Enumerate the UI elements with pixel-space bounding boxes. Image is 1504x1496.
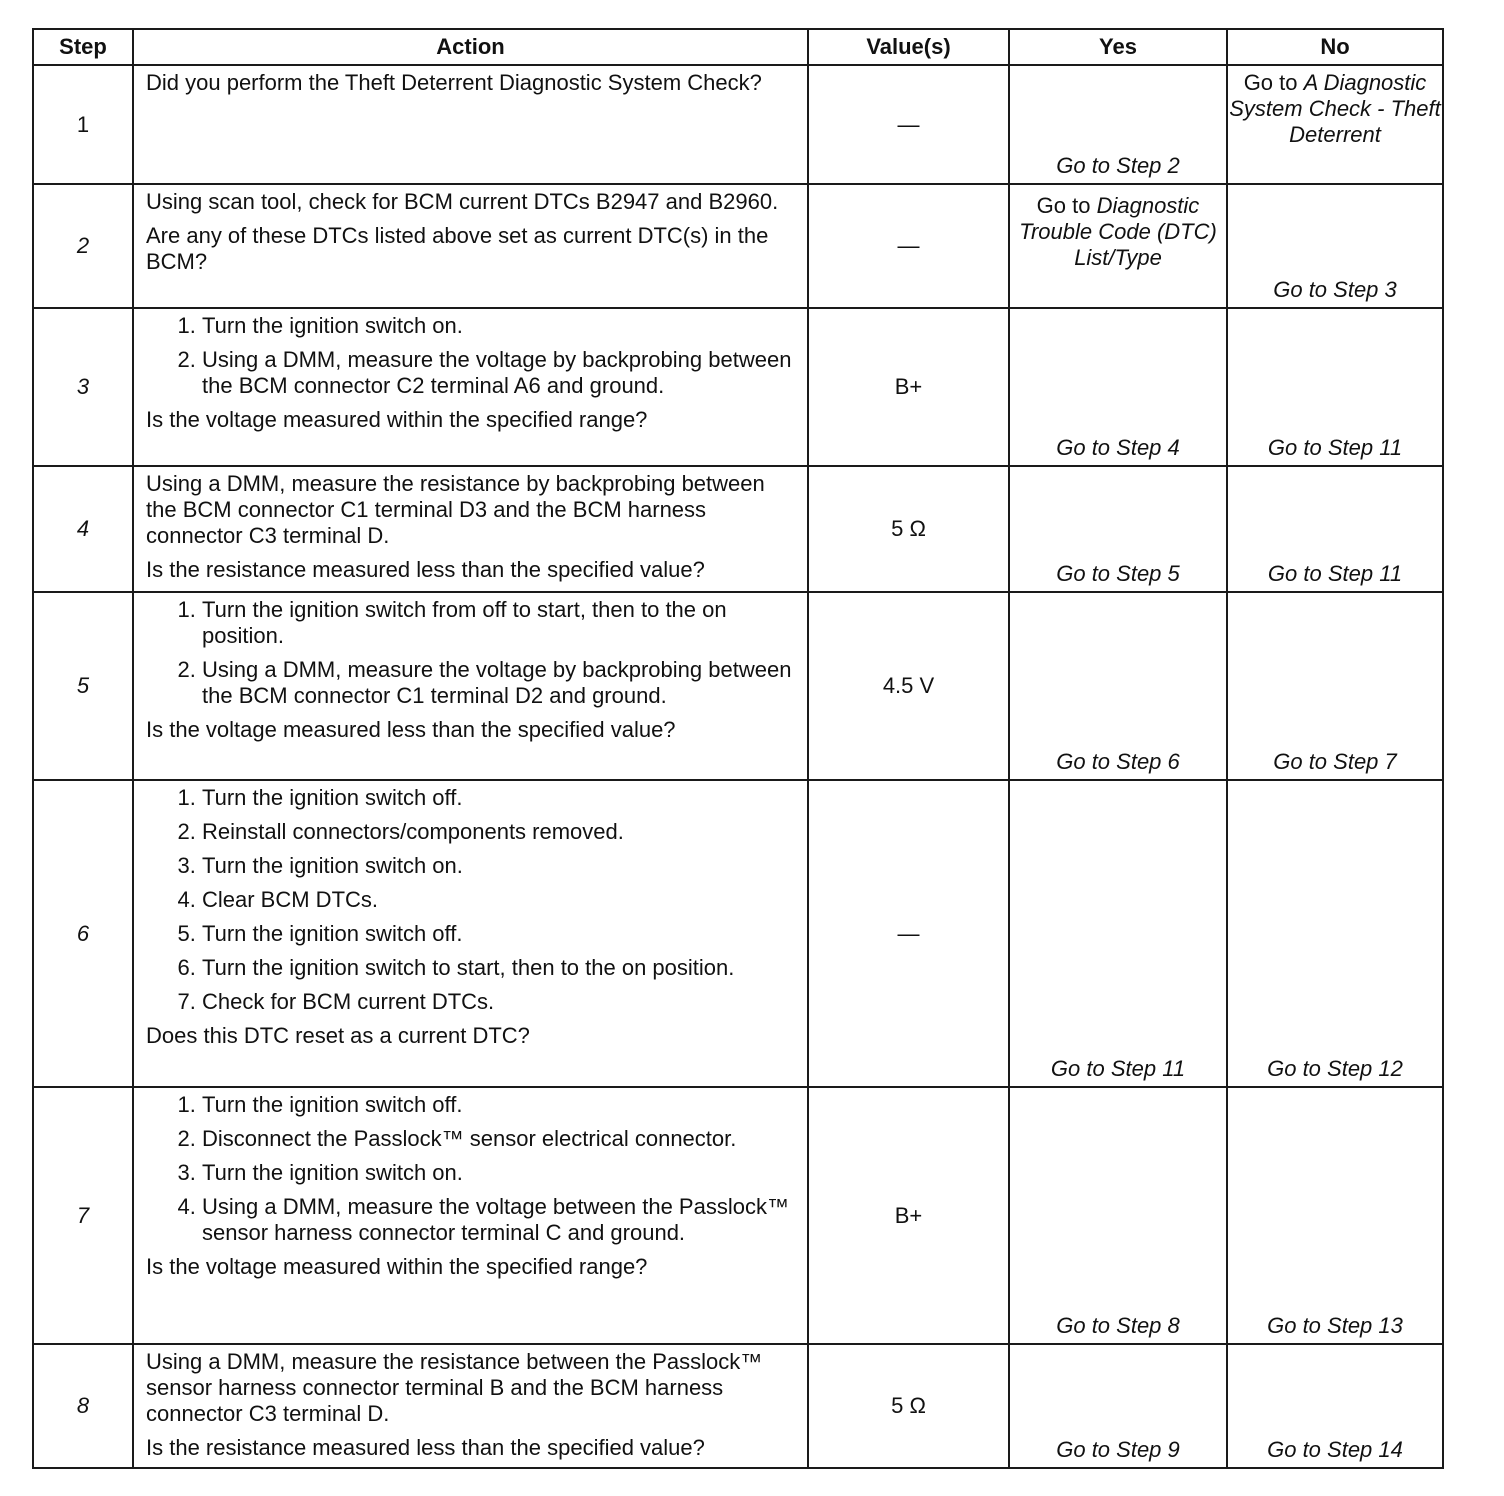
action-text: Using a DMM, measure the resistance between the Passlock™ sensor harness connector terminal B and the BCM harness connector C3 terminal D. bbox=[146, 1349, 763, 1426]
action-cell bbox=[133, 308, 808, 466]
no-text: Go to Step 11 bbox=[1267, 435, 1403, 460]
list-item: 2. Using a DMM, measure the voltage by backprobing between the BCM connector C2 terminal A6 and ground. bbox=[202, 347, 795, 399]
value-cell: — bbox=[808, 780, 1009, 1087]
table-body bbox=[33, 65, 1443, 1468]
action-steps-list bbox=[146, 597, 795, 709]
list-item: 3. Turn the ignition switch on. bbox=[202, 1160, 795, 1186]
no-text: Go to Step 7 bbox=[1273, 749, 1397, 774]
step-cell bbox=[33, 592, 133, 780]
list-item: 7. Check for BCM current DTCs. bbox=[202, 989, 795, 1015]
diagnostic-table bbox=[32, 28, 1444, 1469]
step-number: 2 bbox=[76, 233, 90, 258]
header-step: Step bbox=[33, 29, 133, 65]
yes-prefix: Go to bbox=[1036, 193, 1097, 218]
no-cell bbox=[1227, 65, 1443, 184]
table-row bbox=[33, 184, 1443, 308]
step-cell bbox=[33, 780, 133, 1087]
step-cell bbox=[33, 184, 133, 308]
step-cell bbox=[33, 1344, 133, 1468]
step-number: 6 bbox=[76, 920, 90, 946]
list-item: 6. Turn the ignition switch to start, then to the on position. bbox=[202, 955, 795, 981]
yes-cell bbox=[1009, 184, 1227, 308]
yes-text: Go to Step 4 bbox=[1056, 435, 1180, 460]
step-number: 4 bbox=[76, 516, 90, 541]
yes-cell bbox=[1009, 308, 1227, 466]
table-row bbox=[33, 466, 1443, 592]
no-cell bbox=[1227, 592, 1443, 780]
yes-link: Diagnostic Trouble Code (DTC) List/Type bbox=[1019, 193, 1217, 270]
header-yes: Yes bbox=[1009, 29, 1227, 65]
step-cell bbox=[33, 65, 133, 184]
list-item: 1. Turn the ignition switch off. bbox=[202, 1092, 795, 1118]
action-cell bbox=[133, 65, 808, 184]
yes-text: Go to Step 2 bbox=[1056, 153, 1180, 178]
yes-cell bbox=[1009, 592, 1227, 780]
table-row bbox=[33, 592, 1443, 780]
no-text: Go to Step 14 bbox=[1267, 1437, 1403, 1462]
step-cell bbox=[33, 466, 133, 592]
header-values: Value(s) bbox=[808, 29, 1009, 65]
action-question: Is the voltage measured within the specified range? bbox=[146, 407, 648, 432]
header-action: Action bbox=[133, 29, 808, 65]
list-item: 4. Clear BCM DTCs. bbox=[202, 887, 795, 913]
no-link: A Diagnostic System Check - Theft Deterrent bbox=[1229, 70, 1441, 147]
step-number: 3 bbox=[76, 374, 90, 399]
step-number: 1 bbox=[76, 111, 90, 137]
yes-cell bbox=[1009, 1087, 1227, 1344]
action-question: Is the resistance measured less than the specified value? bbox=[146, 557, 705, 582]
list-item: 2. Using a DMM, measure the voltage by backprobing between the BCM connector C1 terminal D2 and ground. bbox=[202, 657, 795, 709]
action-steps-list bbox=[146, 1092, 795, 1246]
step-number: 8 bbox=[76, 1393, 90, 1418]
value-cell: 5 Ω bbox=[808, 466, 1009, 592]
no-prefix: Go to bbox=[1243, 70, 1304, 95]
table-row bbox=[33, 780, 1443, 1087]
no-text: Go to Step 13 bbox=[1267, 1313, 1403, 1338]
action-question: Is the voltage measured within the specified range? bbox=[146, 1254, 648, 1279]
yes-cell bbox=[1009, 1344, 1227, 1468]
action-steps-list bbox=[146, 313, 795, 399]
list-item: 2. Reinstall connectors/components removed. bbox=[202, 819, 795, 845]
no-text: Go to Step 3 bbox=[1273, 277, 1397, 302]
yes-cell bbox=[1009, 780, 1227, 1087]
step-cell bbox=[33, 1087, 133, 1344]
value-cell: B+ bbox=[808, 308, 1009, 466]
list-item: 5. Turn the ignition switch off. bbox=[202, 921, 795, 947]
list-item: 2. Disconnect the Passlock™ sensor electrical connector. bbox=[202, 1126, 795, 1152]
no-cell bbox=[1227, 1087, 1443, 1344]
action-text: Using scan tool, check for BCM current DTCs B2947 and B2960. bbox=[146, 189, 779, 214]
yes-text: Go to Step 6 bbox=[1056, 749, 1180, 774]
action-steps-list bbox=[146, 785, 795, 1015]
yes-text: Go to Step 8 bbox=[1056, 1313, 1180, 1338]
list-item: 1. Turn the ignition switch off. bbox=[202, 785, 795, 811]
yes-cell bbox=[1009, 65, 1227, 184]
action-cell bbox=[133, 1087, 808, 1344]
table-row bbox=[33, 308, 1443, 466]
action-text: Did you perform the Theft Deterrent Diagnostic System Check? bbox=[146, 70, 762, 95]
yes-text: Go to Step 5 bbox=[1056, 561, 1180, 586]
no-cell bbox=[1227, 308, 1443, 466]
table-row bbox=[33, 1087, 1443, 1344]
action-question: Are any of these DTCs listed above set as current DTC(s) in the BCM? bbox=[146, 223, 769, 274]
list-item: 1. Turn the ignition switch on. bbox=[202, 313, 795, 339]
no-cell bbox=[1227, 780, 1443, 1087]
action-cell bbox=[133, 184, 808, 308]
yes-cell bbox=[1009, 466, 1227, 592]
list-item: 3. Turn the ignition switch on. bbox=[202, 853, 795, 879]
step-cell bbox=[33, 308, 133, 466]
value-cell: 5 Ω bbox=[808, 1344, 1009, 1468]
step-number: 5 bbox=[76, 673, 90, 698]
action-cell bbox=[133, 592, 808, 780]
step-number: 7 bbox=[76, 1202, 90, 1228]
value-cell: — bbox=[808, 65, 1009, 184]
header-no: No bbox=[1227, 29, 1443, 65]
action-question: Does this DTC reset as a current DTC? bbox=[146, 1023, 530, 1048]
table-row bbox=[33, 65, 1443, 184]
table-row bbox=[33, 1344, 1443, 1468]
action-question: Is the resistance measured less than the specified value? bbox=[146, 1435, 705, 1460]
no-cell bbox=[1227, 184, 1443, 308]
no-text: Go to Step 12 bbox=[1267, 1056, 1403, 1081]
action-cell bbox=[133, 466, 808, 592]
action-cell bbox=[133, 780, 808, 1087]
list-item: 1. Turn the ignition switch from off to start, then to the on position. bbox=[202, 597, 795, 649]
action-cell bbox=[133, 1344, 808, 1468]
no-cell bbox=[1227, 466, 1443, 592]
action-question: Is the voltage measured less than the specified value? bbox=[146, 717, 676, 742]
list-item: 4. Using a DMM, measure the voltage between the Passlock™ sensor harness connector terminal C and ground. bbox=[202, 1194, 795, 1246]
value-cell: 4.5 V bbox=[808, 592, 1009, 780]
value-cell: B+ bbox=[808, 1087, 1009, 1344]
header-row bbox=[33, 29, 1443, 65]
no-cell bbox=[1227, 1344, 1443, 1468]
value-cell: — bbox=[808, 184, 1009, 308]
no-text: Go to Step 11 bbox=[1267, 561, 1403, 586]
action-text: Using a DMM, measure the resistance by backprobing between the BCM connector C1 terminal D3 and the BCM harness connector C3 terminal D. bbox=[146, 471, 765, 548]
yes-text: Go to Step 11 bbox=[1050, 1056, 1186, 1081]
yes-text: Go to Step 9 bbox=[1056, 1437, 1180, 1462]
